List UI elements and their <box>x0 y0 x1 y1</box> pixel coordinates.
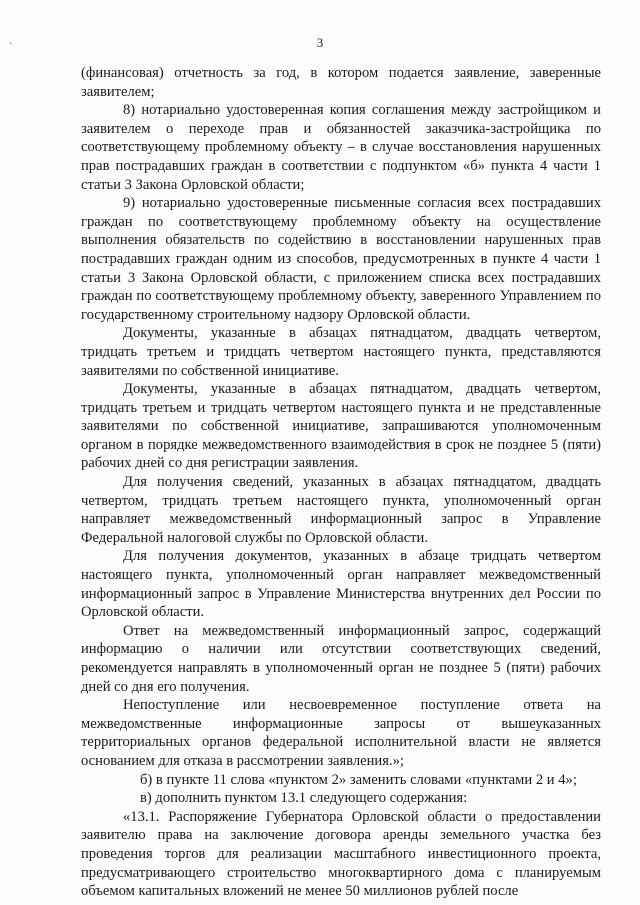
paragraph: Для получения сведений, указанных в абзацах пятнадцатом, двадцать четвертом, тридцать третьем настоящего пункта, уполномоченный орган направляет межведомственный информационный запрос в Управление Федеральной налоговой службы по Орловской области. <box>81 474 601 546</box>
paragraph: Ответ на межведомственный информационный запрос, содержащий информацию о наличии или отсутствии соответствующих сведений, рекомендуется направлять в уполномоченный орган не позднее 5 (пяти) рабочих дней со дня его получения. <box>81 622 601 695</box>
document-body <box>81 64 601 901</box>
page-number: 3 <box>316 35 324 50</box>
paragraph: Документы, указанные в абзацах пятнадцатом, двадцать четвертом, тридцать третьем и тридцать четвертом настоящего пункта, представляются заявителями по собственной инициативе. <box>81 325 601 379</box>
paragraph: 9) нотариально удостоверенные письменные согласия всех пострадавших граждан по соответствующему проблемному объекту на осуществление выполнения обязательств по содействию в восстановлении нарушенных прав пострадавших граждан одним из способов, предусмотренных в пункте 4 части 1 статьи 3 Закона Орловской области, с приложением списка всех пострадавших граждан по соответствующему проблемному объекту, заверенного Управлением по государственному строительному надзору Орловской области. <box>81 195 601 323</box>
paragraph: Непоступление или несвоевременное поступление ответа на межведомственные информационные запросы от вышеуказанных территориальных органов федеральной исполнительной власти не является основанием для отказа в рассмотрении заявления.»; <box>81 697 601 769</box>
margin-mark: · <box>9 39 13 50</box>
paragraph: в) дополнить пунктом 13.1 следующего содержания: <box>140 790 468 807</box>
paragraph: Для получения документов, указанных в абзаце тридцать четвертом настоящего пункта, уполномоченный орган направляет межведомственный информационный запрос в Управление Министерства внутренних дел России по Орловской области. <box>81 548 601 621</box>
paragraph: б) в пункте 11 слова «пунктом 2» заменить словами «пунктами 2 и 4»; <box>140 771 577 788</box>
paragraph: Документы, указанные в абзацах пятнадцатом, двадцать четвертом, тридцать третьем и тридцать четвертом настоящего пункта и не представленные заявителями по собственной инициативе, запрашиваются уполномоченным органом в порядке межведомственного взаимодействия в срок не позднее 5 (пяти) рабочих дней со дня регистрации заявления. <box>81 381 601 472</box>
paragraph: «13.1. Распоряжение Губернатора Орловской области о предоставлении заявителю права на заключение договора аренды земельного участка без проведения торгов для реализации масштабного инвестиционного проекта, предусматривающего строительство многоквартирного дома с планируемым объемом капитальных вложений не менее 50 миллионов рублей после <box>81 808 601 900</box>
paragraph: (финансовая) отчетность за год, в котором подается заявление, заверенные заявителем; <box>81 65 601 100</box>
paragraph: 8) нотариально удостоверенная копия соглашения между застройщиком и заявителем о переходе прав и обязанностей заказчика-застройщика по соответствующему проблемному объекту – в случае восстановления нарушенных прав пострадавших граждан в соответствии с подпунктом «б» пункта 4 части 1 статьи 3 Закона Орловской области; <box>81 102 601 193</box>
